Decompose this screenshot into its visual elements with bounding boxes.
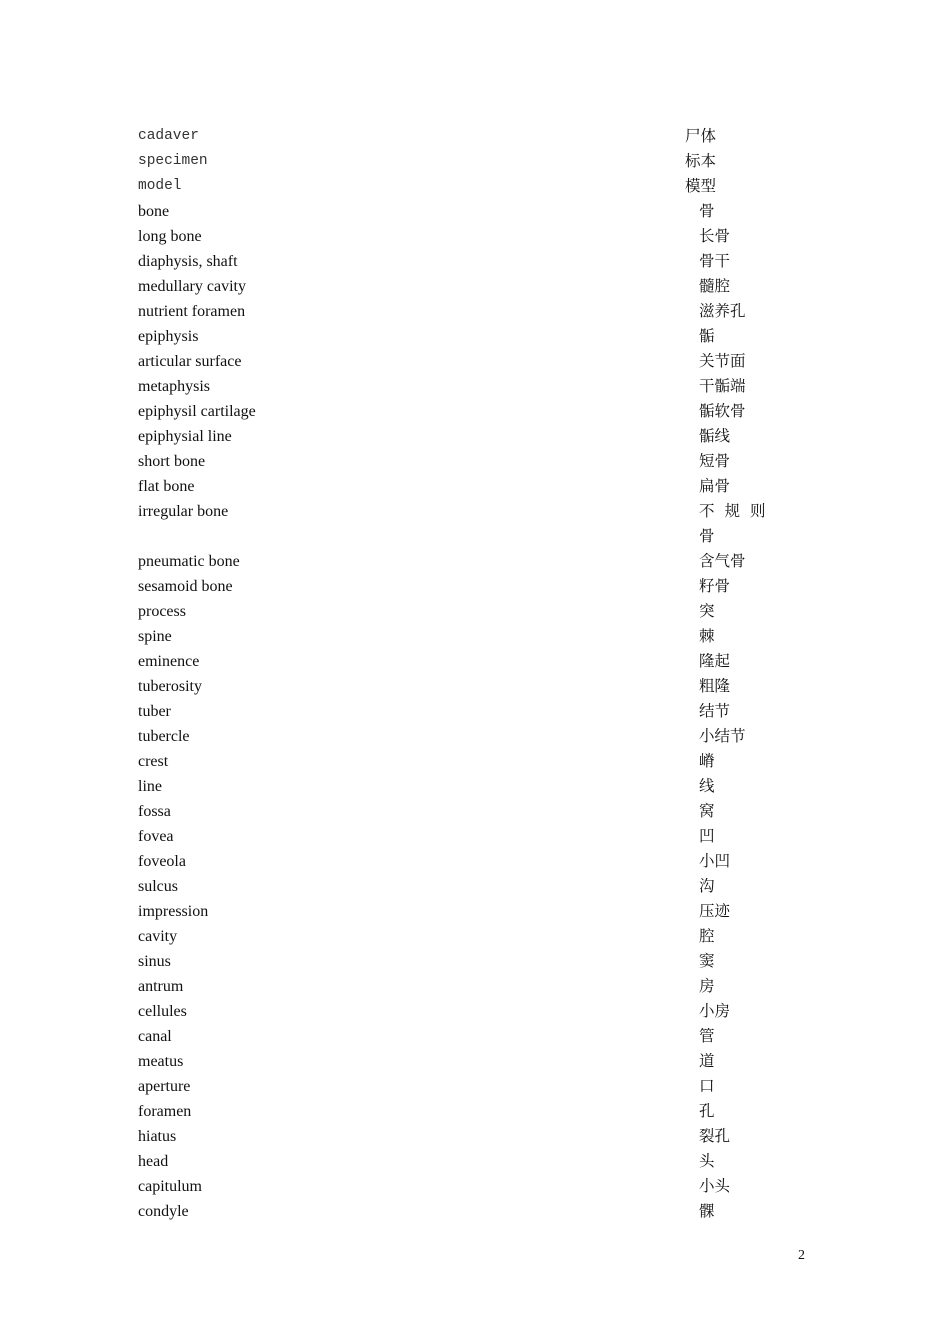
term-row xyxy=(0,1024,950,1049)
chinese-term: 管 xyxy=(699,1027,715,1045)
english-term: impression xyxy=(138,903,209,920)
chinese-term: 道 xyxy=(699,1052,715,1070)
english-term: flat bone xyxy=(138,478,195,495)
term-row xyxy=(0,1074,950,1099)
chinese-term: 髓腔 xyxy=(699,277,731,295)
term-row xyxy=(0,199,950,224)
chinese-term-continuation: 骨 xyxy=(699,527,715,545)
chinese-term: 沟 xyxy=(699,877,715,895)
chinese-term: 孔 xyxy=(699,1102,715,1120)
english-term: sesamoid bone xyxy=(138,578,233,595)
english-term: condyle xyxy=(138,1203,189,1220)
english-term: cadaver xyxy=(138,128,199,144)
term-row xyxy=(0,374,950,399)
term-row xyxy=(0,649,950,674)
term-row xyxy=(0,174,950,199)
chinese-term: 干骺端 xyxy=(699,377,746,395)
english-term: nutrient foramen xyxy=(138,303,246,320)
chinese-term: 滋养孔 xyxy=(699,302,746,320)
english-term: head xyxy=(138,1153,169,1170)
chinese-term: 嵴 xyxy=(699,752,715,770)
english-term: epiphysil cartilage xyxy=(138,403,256,420)
english-term: epiphysis xyxy=(138,328,199,345)
english-term: irregular bone xyxy=(138,503,229,520)
english-term: meatus xyxy=(138,1053,184,1070)
chinese-term: 压迹 xyxy=(699,902,731,920)
chinese-term: 棘 xyxy=(699,627,715,645)
term-row xyxy=(0,124,950,149)
term-row xyxy=(0,1099,950,1124)
chinese-term: 骨干 xyxy=(699,252,731,270)
chinese-term: 凹 xyxy=(699,827,715,845)
english-term: cellules xyxy=(138,1003,187,1020)
chinese-term: 小凹 xyxy=(699,852,731,870)
english-term: epiphysial line xyxy=(138,428,232,445)
chinese-term: 窦 xyxy=(699,952,715,970)
chinese-term: 尸体 xyxy=(685,127,717,145)
chinese-term: 房 xyxy=(699,977,715,995)
chinese-term: 含气骨 xyxy=(699,552,746,570)
term-row xyxy=(0,1124,950,1149)
page-number: 2 xyxy=(798,1248,805,1263)
term-row xyxy=(0,824,950,849)
chinese-term: 骺线 xyxy=(699,427,731,445)
term-row xyxy=(0,899,950,924)
term-row xyxy=(0,849,950,874)
chinese-term: 线 xyxy=(699,777,715,795)
english-term: crest xyxy=(138,753,169,770)
chinese-term: 小头 xyxy=(699,1177,731,1195)
chinese-term: 籽骨 xyxy=(699,577,731,595)
chinese-term: 腔 xyxy=(699,927,715,945)
chinese-term: 突 xyxy=(699,602,715,620)
english-term: canal xyxy=(138,1028,172,1045)
term-row xyxy=(0,224,950,249)
chinese-term: 隆起 xyxy=(699,652,731,670)
term-row xyxy=(0,924,950,949)
chinese-term: 裂孔 xyxy=(699,1127,731,1145)
english-term: tubercle xyxy=(138,728,190,745)
english-term: specimen xyxy=(138,153,208,169)
english-term: antrum xyxy=(138,978,184,995)
chinese-term: 骺软骨 xyxy=(699,402,746,420)
english-term: tuber xyxy=(138,703,171,720)
term-row xyxy=(0,399,950,424)
english-term: capitulum xyxy=(138,1178,202,1195)
chinese-term: 骺 xyxy=(699,327,715,345)
chinese-term: 不规则 xyxy=(699,502,776,520)
english-term: fossa xyxy=(138,803,171,820)
chinese-term: 标本 xyxy=(685,152,717,170)
english-term: eminence xyxy=(138,653,200,670)
chinese-term: 头 xyxy=(699,1152,715,1170)
chinese-term: 口 xyxy=(699,1077,715,1095)
term-row xyxy=(0,349,950,374)
term-row xyxy=(0,949,950,974)
english-term: foramen xyxy=(138,1103,192,1120)
english-term: line xyxy=(138,778,162,795)
term-row xyxy=(0,424,950,449)
english-term: metaphysis xyxy=(138,378,210,395)
english-term: diaphysis, shaft xyxy=(138,253,238,270)
term-row xyxy=(0,874,950,899)
english-term: process xyxy=(138,603,186,620)
english-term: aperture xyxy=(138,1078,191,1095)
term-row xyxy=(0,474,950,499)
term-row xyxy=(0,724,950,749)
term-row-continuation xyxy=(0,524,950,549)
term-row xyxy=(0,999,950,1024)
chinese-term: 骨 xyxy=(699,202,715,220)
chinese-term: 短骨 xyxy=(699,452,731,470)
english-term: long bone xyxy=(138,228,202,245)
term-row xyxy=(0,674,950,699)
chinese-term: 长骨 xyxy=(699,227,731,245)
english-term: sinus xyxy=(138,953,171,970)
english-term: spine xyxy=(138,628,172,645)
chinese-term: 小结节 xyxy=(699,727,746,745)
term-row xyxy=(0,249,950,274)
english-term: hiatus xyxy=(138,1128,177,1145)
chinese-term: 模型 xyxy=(685,177,717,195)
chinese-term: 扁骨 xyxy=(699,477,731,495)
term-row xyxy=(0,624,950,649)
english-term: cavity xyxy=(138,928,178,945)
term-row xyxy=(0,324,950,349)
english-term: foveola xyxy=(138,853,186,870)
chinese-term: 小房 xyxy=(699,1002,731,1020)
chinese-term: 粗隆 xyxy=(699,677,731,695)
english-term: pneumatic bone xyxy=(138,553,240,570)
term-row xyxy=(0,1199,950,1224)
term-row xyxy=(0,149,950,174)
term-row xyxy=(0,749,950,774)
term-row xyxy=(0,449,950,474)
chinese-term: 结节 xyxy=(699,702,731,720)
english-term: fovea xyxy=(138,828,174,845)
english-term: short bone xyxy=(138,453,206,470)
term-row xyxy=(0,974,950,999)
english-term: medullary cavity xyxy=(138,278,246,295)
english-term: sulcus xyxy=(138,878,178,895)
english-term: model xyxy=(138,178,182,194)
english-term: articular surface xyxy=(138,353,242,370)
term-row xyxy=(0,574,950,599)
term-row xyxy=(0,599,950,624)
term-row xyxy=(0,774,950,799)
english-term: bone xyxy=(138,203,170,220)
term-row xyxy=(0,549,950,574)
term-row xyxy=(0,1149,950,1174)
term-row xyxy=(0,299,950,324)
term-row xyxy=(0,1049,950,1074)
term-row xyxy=(0,274,950,299)
term-row xyxy=(0,799,950,824)
term-row xyxy=(0,499,950,524)
chinese-term: 窝 xyxy=(699,802,715,820)
english-term: tuberosity xyxy=(138,678,202,695)
chinese-term: 关节面 xyxy=(699,352,746,370)
term-row xyxy=(0,1174,950,1199)
term-row xyxy=(0,699,950,724)
chinese-term: 髁 xyxy=(699,1202,715,1220)
